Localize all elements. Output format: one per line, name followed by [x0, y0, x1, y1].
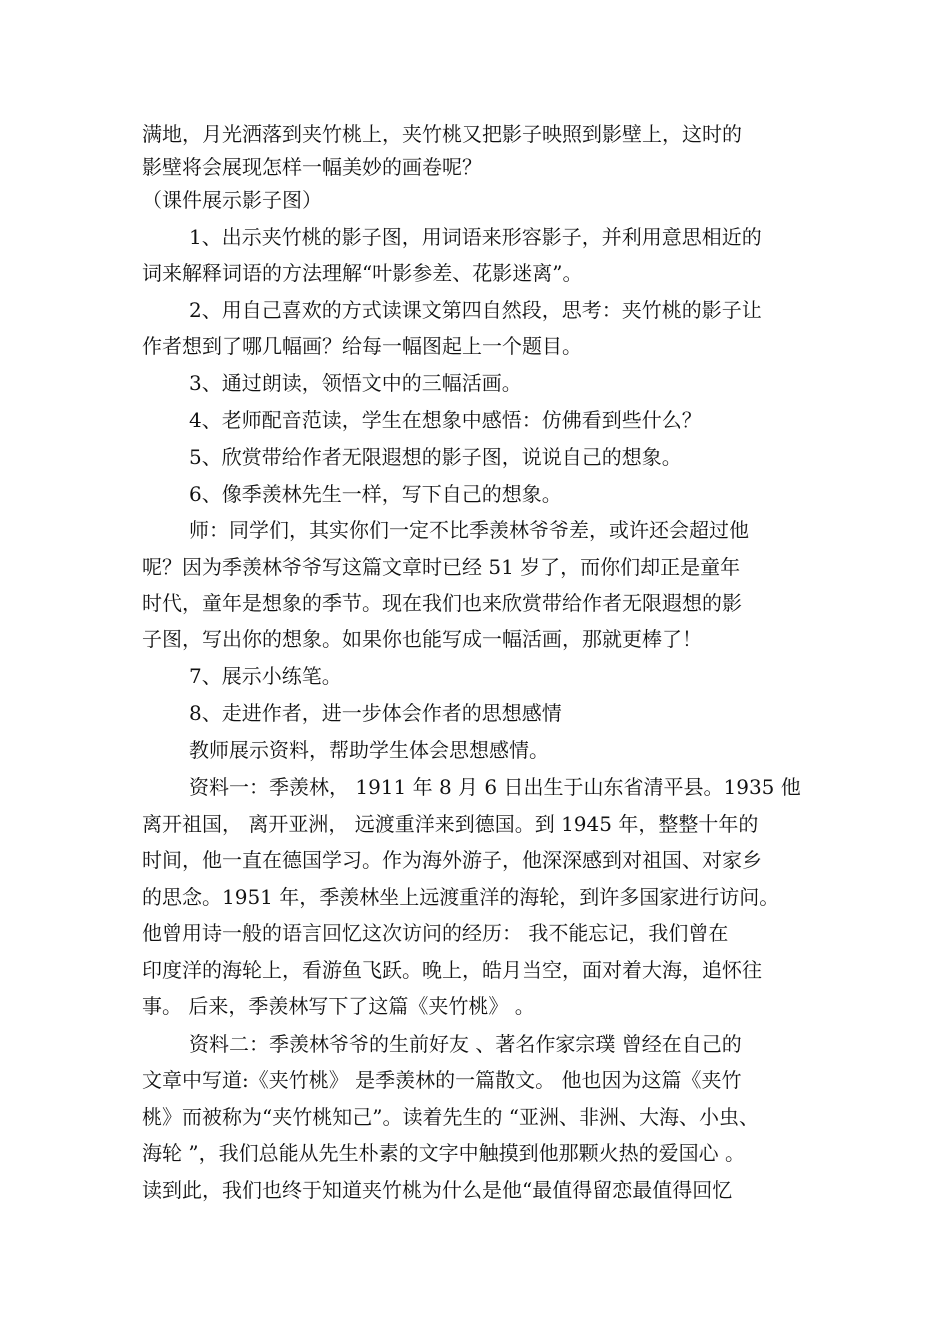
text-line: 读到此，我们也终于知道夹竹桃为什么是他“最值得留恋最值得回忆	[142, 1178, 733, 1202]
text-line: 4、老师配音范读，学生在想象中感悟：仿佛看到些什么？	[189, 408, 702, 432]
text-line: 1、出示夹竹桃的影子图，用词语来形容影子，并利用意思相近的	[189, 225, 762, 249]
text-line: 事。 后来，季羡林写下了这篇《夹竹桃》 。	[142, 994, 535, 1018]
text-line: 他曾用诗一般的语言回忆这次访问的经历： 我不能忘记，我们曾在	[142, 921, 729, 945]
text-line: 影壁将会展现怎样一幅美妙的画卷呢？	[142, 155, 482, 179]
text-line: 海轮 ”，我们总能从先生朴素的文字中触摸到他那颗火热的爱国心 。	[142, 1141, 745, 1165]
text-line: 的思念。1951 年，季羡林坐上远渡重洋的海轮，到许多国家进行访问。	[142, 885, 780, 909]
text-line: （课件展示影子图）	[142, 188, 322, 212]
text-line: 时代，童年是想象的季节。现在我们也来欣赏带给作者无限遐想的影	[142, 591, 742, 615]
text-line: 印度洋的海轮上，看游鱼飞跃。晚上，皓月当空，面对着大海，追怀往	[142, 958, 762, 982]
text-line: 桃》而被称为“夹竹桃知己”。读着先生的 “亚洲、非洲、大海、小虫、	[142, 1105, 760, 1129]
text-line: 5、欣赏带给作者无限遐想的影子图，说说自己的想象。	[189, 445, 682, 469]
text-line: 满地，月光洒落到夹竹桃上，夹竹桃又把影子映照到影壁上，这时的	[142, 122, 742, 146]
text-line: 词来解释词语的方法理解“叶影参差、花影迷离”。	[142, 261, 583, 285]
text-line: 作者想到了哪几幅画？给每一幅图起上一个题目。	[142, 334, 582, 358]
text-line: 6、像季羡林先生一样，写下自己的想象。	[189, 482, 562, 506]
text-line: 8、走进作者，进一步体会作者的思想感情	[189, 701, 562, 725]
text-line: 3、通过朗读，领悟文中的三幅活画。	[189, 371, 522, 395]
text-line: 7、展示小练笔。	[189, 664, 342, 688]
text-line: 教师展示资料，帮助学生体会思想感情。	[189, 738, 549, 762]
text-line: 时间，他一直在德国学习。作为海外游子，他深深感到对祖国、对家乡	[142, 848, 762, 872]
text-line: 资料二：季羡林爷爷的生前好友 、著名作家宗璞 曾经在自己的	[189, 1032, 742, 1056]
text-line: 资料一：季羡林， 1911 年 8 月 6 日出生于山东省清平县。1935 他	[189, 775, 801, 799]
text-line: 离开祖国， 离开亚洲， 远渡重洋来到德国。到 1945 年，整整十年的	[142, 812, 759, 836]
text-line: 2、用自己喜欢的方式读课文第四自然段，思考：夹竹桃的影子让	[189, 298, 762, 322]
text-line: 呢？因为季羡林爷爷写这篇文章时已经 51 岁了，而你们却正是童年	[142, 555, 741, 579]
text-line: 师：同学们，其实你们一定不比季羡林爷爷差，或许还会超过他	[189, 518, 749, 542]
text-line: 子图，写出你的想象。如果你也能写成一幅活画，那就更棒了！	[142, 627, 702, 651]
text-line: 文章中写道:《夹竹桃》 是季羡林的一篇散文。 他也因为这篇《夹竹	[142, 1068, 742, 1092]
